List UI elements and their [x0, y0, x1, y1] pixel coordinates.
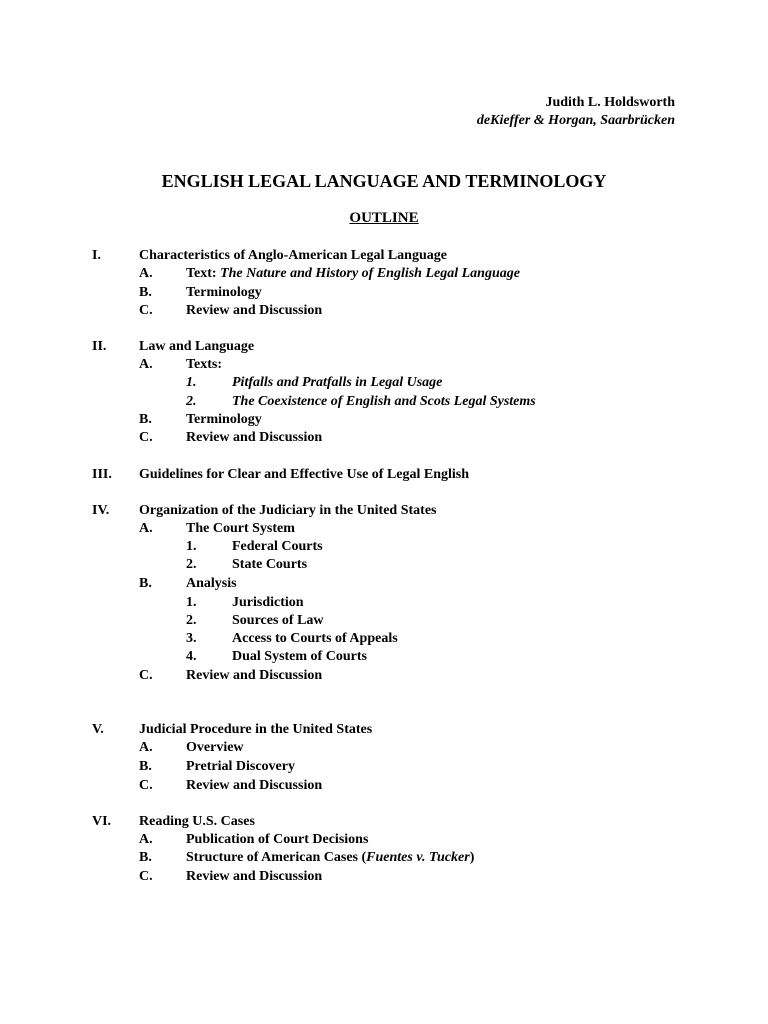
section-heading: Organization of the Judiciary in the United States — [139, 503, 437, 518]
subitem-label: Pitfalls and Pratfalls in Legal Usage — [232, 375, 443, 390]
subitem-number: 4. — [186, 649, 197, 664]
section-heading: Law and Language — [139, 339, 255, 354]
item-letter: A. — [139, 740, 153, 755]
item-label: Terminology — [186, 412, 262, 427]
subitem-label: Jurisdiction — [232, 595, 304, 610]
section-number: III. — [92, 467, 112, 482]
item-letter: B. — [139, 850, 152, 865]
subitem-label: State Courts — [232, 557, 308, 572]
outline-heading: OUTLINE — [349, 210, 419, 226]
section-number: VI. — [92, 814, 112, 829]
outline-item — [186, 265, 520, 283]
section-number: V. — [92, 722, 104, 737]
item-letter: A. — [139, 521, 153, 536]
section-heading: Judicial Procedure in the United States — [139, 722, 373, 737]
item-label: Review and Discussion — [186, 668, 323, 683]
section-heading: Reading U.S. Cases — [139, 814, 255, 829]
item-label: Review and Discussion — [186, 778, 323, 793]
item-letter: A. — [139, 832, 153, 847]
section-heading: Guidelines for Clear and Effective Use of Legal English — [139, 467, 470, 482]
item-label: Analysis — [186, 576, 237, 591]
subitem-label: Sources of Law — [232, 613, 324, 628]
author-block — [477, 94, 675, 130]
item-label: The Court System — [186, 521, 295, 536]
item-label: Text: — [186, 266, 221, 281]
section-number: II. — [92, 339, 107, 354]
item-letter: C. — [139, 668, 153, 683]
subitem-number: 1. — [186, 595, 197, 610]
item-letter: B. — [139, 759, 152, 774]
outline-item — [186, 849, 474, 867]
subitem-label: Dual System of Courts — [232, 649, 367, 664]
section-heading: Characteristics of Anglo-American Legal Language — [139, 248, 447, 263]
item-label: Terminology — [186, 285, 262, 300]
item-title: The Nature and History of English Legal Language — [220, 266, 520, 281]
item-letter: A. — [139, 357, 153, 372]
item-letter: B. — [139, 285, 152, 300]
item-letter: B. — [139, 412, 152, 427]
subitem-number: 1. — [186, 375, 197, 390]
item-letter: C. — [139, 778, 153, 793]
subitem-number: 3. — [186, 631, 197, 646]
document-title: ENGLISH LEGAL LANGUAGE AND TERMINOLOGY — [161, 171, 607, 191]
item-letter: C. — [139, 869, 153, 884]
item-label: Overview — [186, 740, 244, 755]
subitem-label: The Coexistence of English and Scots Legal Systems — [232, 394, 536, 409]
item-label: Review and Discussion — [186, 303, 323, 318]
subitem-label: Access to Courts of Appeals — [232, 631, 398, 646]
item-label: Publication of Court Decisions — [186, 832, 369, 847]
item-label: Pretrial Discovery — [186, 759, 295, 774]
author-affiliation: deKieffer & Horgan, Saarbrücken — [476, 113, 675, 128]
item-letter: A. — [139, 266, 153, 281]
section-number: I. — [92, 248, 101, 263]
subitem-label: Federal Courts — [232, 539, 323, 554]
item-label: Review and Discussion — [186, 869, 323, 884]
item-letter: B. — [139, 576, 152, 591]
case-name: Fuentes v. Tucker — [366, 850, 470, 865]
item-label-end: ) — [469, 850, 475, 865]
section-number: IV. — [92, 503, 110, 518]
item-letter: C. — [139, 430, 153, 445]
item-label: Texts: — [186, 357, 223, 372]
subitem-number: 1. — [186, 539, 197, 554]
subitem-number: 2. — [186, 394, 197, 409]
item-label: Review and Discussion — [186, 430, 323, 445]
author-name: Judith L. Holdsworth — [545, 95, 675, 110]
item-label: Structure of American Cases ( — [186, 850, 367, 865]
item-letter: C. — [139, 303, 153, 318]
subitem-number: 2. — [186, 613, 197, 628]
subitem-number: 2. — [186, 557, 197, 572]
